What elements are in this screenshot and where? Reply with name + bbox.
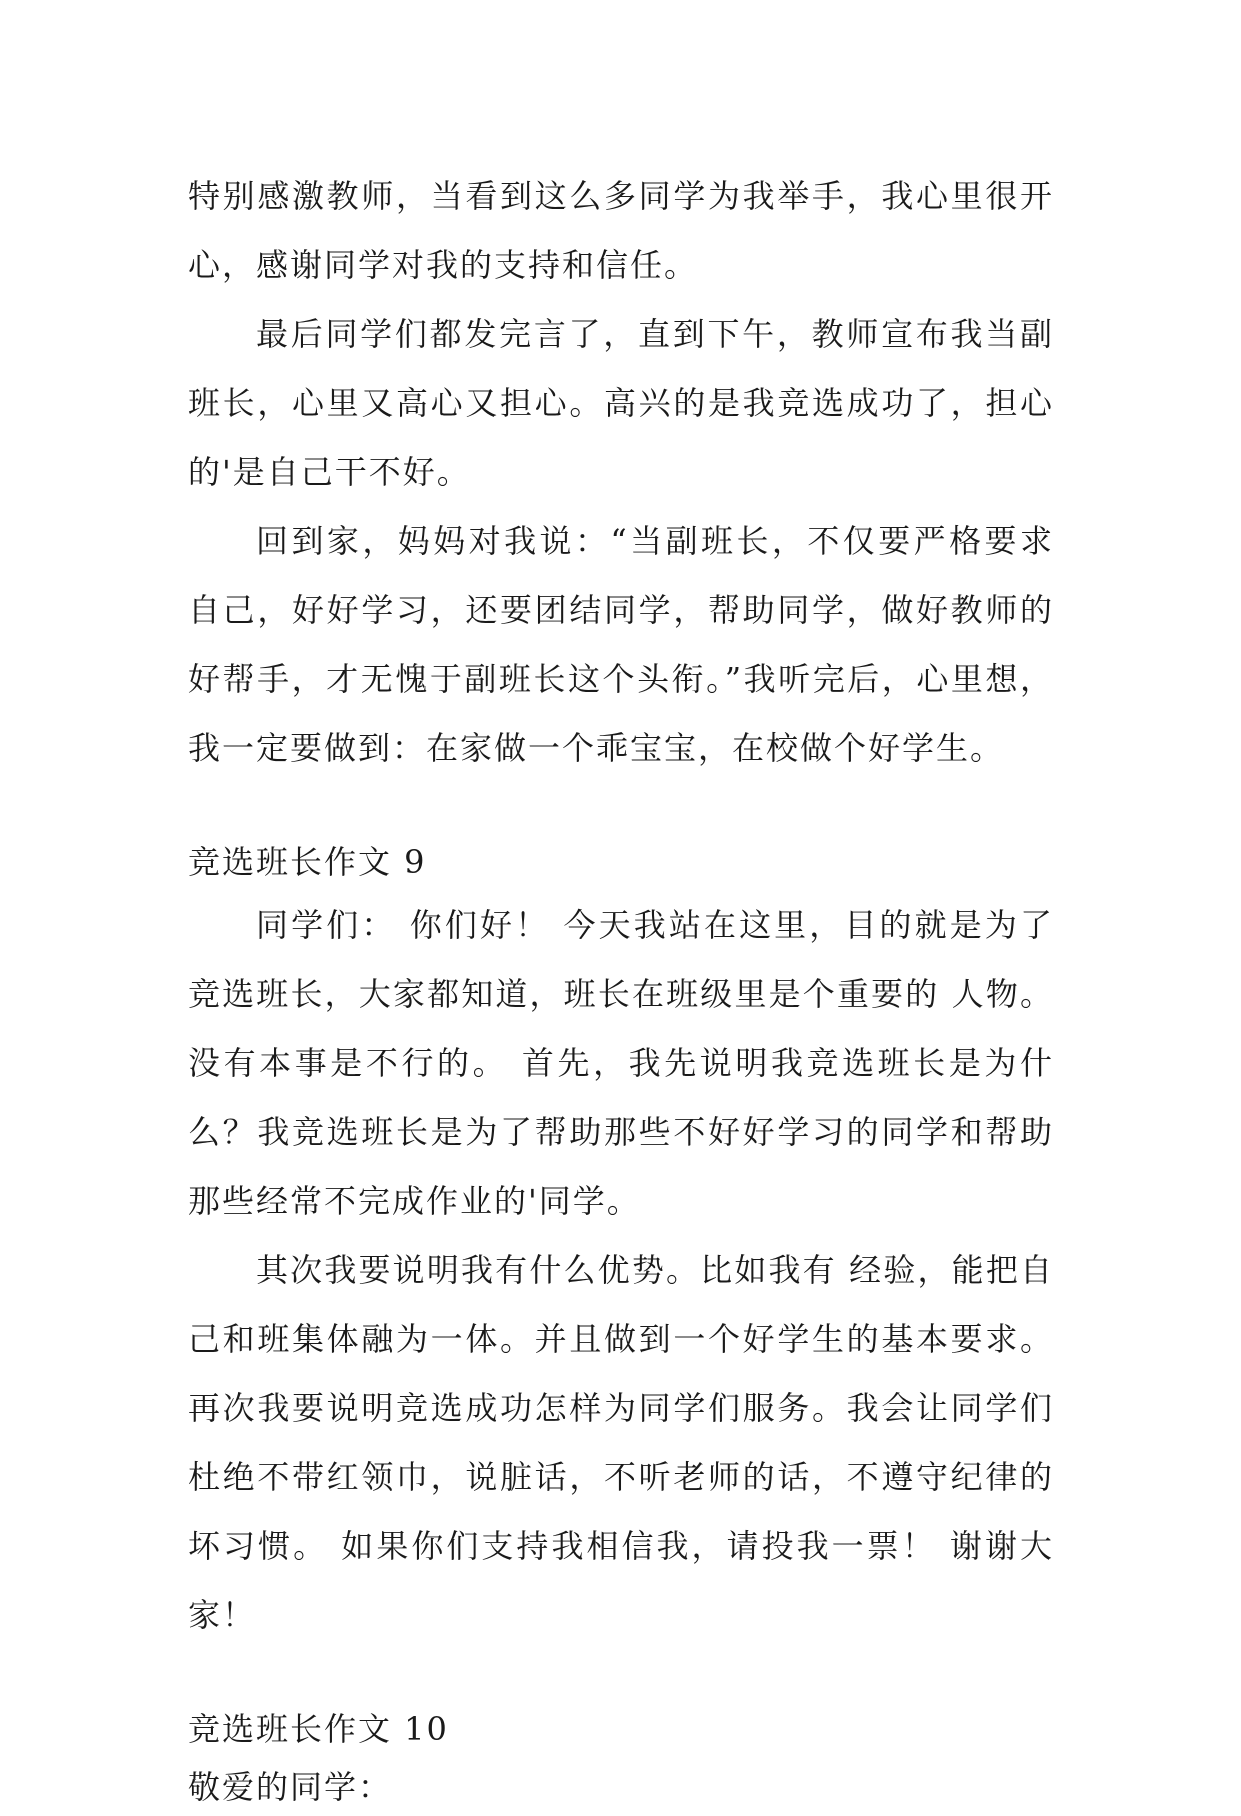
paragraph: 同学们： 你们好！ 今天我站在这里，目的就是为了竞选班长，大家都知道，班长在班级里是个重要的 人物。没有本事是不行的。 首先，我先说明我竞选班长是为什么？我竞选班长是为了帮助那些不好好学习的同学和帮助那些经常不完成作业的'同学。 <box>188 906 1054 1220</box>
paragraph: 最后同学们都发完言了，直到下午，教师宣布我当副班长，心里又高心又担心。高兴的是我竞选成功了，担心的'是自己干不好。 <box>188 315 1054 491</box>
paragraph-continuation: 特别感激教师，当看到这么多同学为我举手，我心里很开心，感谢同学对我的支持和信任。 <box>188 177 1054 284</box>
paragraph: 回到家，妈妈对我说：“当副班长，不仅要严格要求自己，好好学习，还要团结同学，帮助同学，做好教师的好帮手，才无愧于副班长这个头衔。”我听完后，心里想，我一定要做到：在家做一个乖宝宝，在校做个好学生。 <box>188 522 1054 767</box>
greeting: 敬爱的同学： <box>188 1768 393 1806</box>
section-title-9: 竞选班长作文 9 <box>188 843 427 881</box>
section-title-10: 竞选班长作文 10 <box>188 1710 449 1748</box>
document-body <box>188 162 1054 1816</box>
paragraph: 其次我要说明我有什么优势。比如我有 经验，能把自己和班集体融为一体。并且做到一个好学生的基本要求。再次我要说明竞选成功怎样为同学们服务。我会让同学们杜绝不带红领巾，说脏话，不听老师的话，不遵守纪律的坏习惯。 如果你们支持我相信我，请投我一票！ 谢谢大家！ <box>188 1251 1054 1634</box>
